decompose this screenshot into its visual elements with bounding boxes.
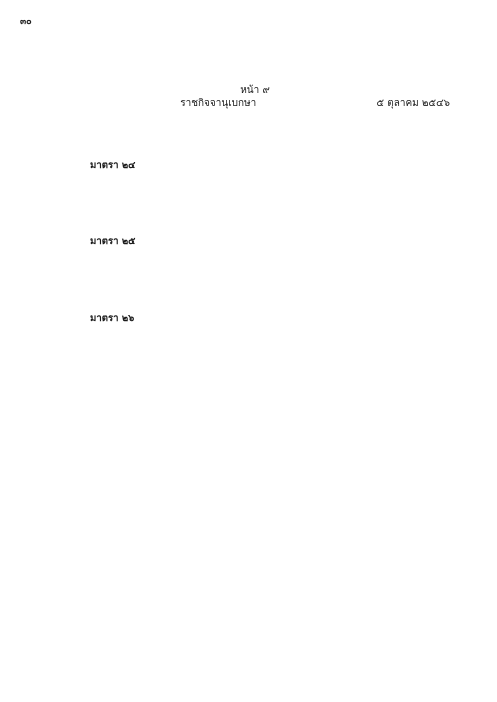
paragraph-1 xyxy=(60,130,454,150)
document-body xyxy=(60,130,454,690)
section-label: มาตรา ๒๔ xyxy=(90,159,136,171)
paragraph-2 xyxy=(60,156,454,176)
page-number: ๓๐ xyxy=(20,17,32,27)
section-label: มาตรา ๒๖ xyxy=(90,312,135,324)
running-header xyxy=(20,14,460,28)
paragraph-8 xyxy=(60,309,454,329)
gazette-page-label: หน้า ๙ xyxy=(240,85,270,96)
paragraph-4 xyxy=(60,207,454,227)
section-label: มาตรา ๒๕ xyxy=(90,236,136,247)
paragraph-6 xyxy=(60,258,454,278)
gazette-name: ราชกิจจานุเบกษา xyxy=(180,98,257,109)
paragraph-3 xyxy=(60,181,454,201)
gazette-date: ๕ ตุลาคม ๒๕๔๖ xyxy=(376,98,450,109)
gazette-header-line xyxy=(60,97,450,111)
paragraph-5 xyxy=(60,232,454,252)
paragraph-7 xyxy=(60,283,454,303)
gazette-header xyxy=(60,84,450,111)
